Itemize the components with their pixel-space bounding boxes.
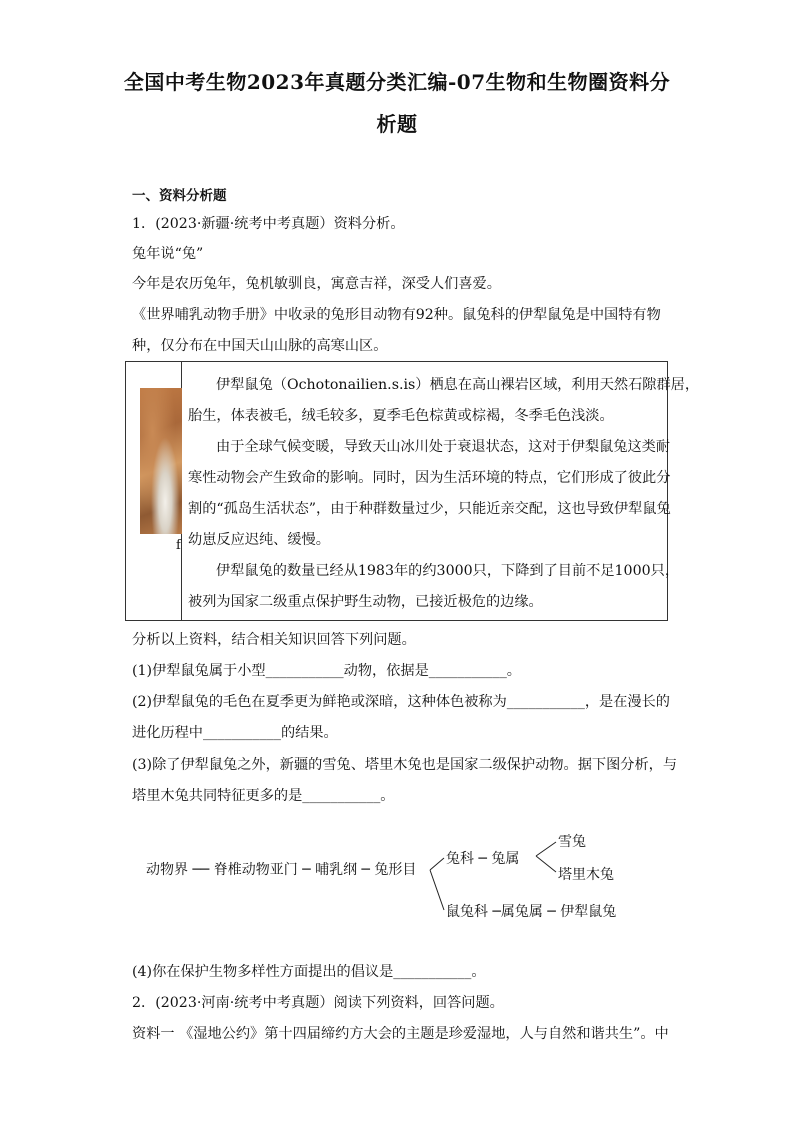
pika-photo (140, 388, 182, 534)
box-paragraph-2-cont-3: 幼崽反应迟纯、缓慢。 (188, 532, 330, 548)
sub-question-1: (1)伊犁鼠兔属于小型___________动物，依据是___________。 (132, 663, 521, 679)
box-paragraph-3-cont: 被列为国家二级重点保护野生动物，已接近极危的边缘。 (188, 594, 543, 610)
taxonomy-rabbit-family: 兔科 ─ 兔属 (446, 851, 520, 867)
box-paragraph-2-cont-2: 割的“孤岛生活状态”，由于种群数量过少，只能近亲交配，这也导致伊犁鼠兔 (188, 501, 671, 517)
question-1-header: 1．(2023·新疆·统考中考真题）资料分析。 (132, 216, 405, 232)
question-1-intro-2: 《世界哺乳动物手册》中收录的兔形目动物有92种。鼠兔科的伊犁鼠兔是中国特有物 (132, 307, 661, 323)
photo-caption-fragment: f (176, 538, 181, 553)
taxonomy-root-chain: 动物界 ── 脊椎动物亚门 ─ 哺乳纲 ─ 兔形目 (146, 862, 417, 878)
box-paragraph-1-cont: 胎生，体表被毛，绒毛较多，夏季毛色棕黄或棕褐，冬季毛色浅淡。 (188, 408, 614, 424)
sub-question-2: (2)伊犁鼠兔的毛色在夏季更为鲜艳或深暗，这种体色被称为___________，是在漫长的 (132, 694, 670, 710)
sub-question-3-cont: 塔里木兔共同特征更多的是___________。 (132, 788, 395, 804)
question-1-prompt: 分析以上资料，结合相关知识回答下列问题。 (132, 632, 416, 648)
box-paragraph-3: 伊犁鼠兔的数量已经从1983年的约3000只，下降到了目前不足1000只， (216, 563, 680, 579)
material-box (125, 361, 671, 621)
sub-question-2-cont: 进化历程中___________的结果。 (132, 725, 338, 741)
question-1-subtitle: 兔年说“兔” (132, 246, 204, 262)
taxonomy-diagram (140, 828, 660, 928)
taxonomy-pika-family: 鼠兔科 ─属兔属 ─ 伊犁鼠兔 (446, 904, 617, 920)
box-paragraph-2: 由于全球气候变暖，导致天山冰川处于衰退状态，这对于伊梨鼠兔这类耐 (216, 439, 671, 455)
question-2-material-1: 资料一 《湿地公约》第十四届缔约方大会的主题是珍爱湿地，人与自然和谐共生”。中 (132, 1026, 669, 1042)
document-title: 全国中考生物2023年真题分类汇编-07生物和生物圈资料分 (123, 70, 671, 94)
taxonomy-snow-hare: 雪兔 (558, 834, 586, 850)
box-paragraph-2-cont-1: 寒性动物会产生致命的影响。同时，因为生活环境的特点，它们形成了彼此分 (188, 470, 671, 486)
taxonomy-tarim-hare: 塔里木兔 (558, 867, 614, 883)
sub-question-3: (3)除了伊犁鼠兔之外，新疆的雪兔、塔里木兔也是国家二级保护动物。据下图分析，与 (132, 757, 678, 773)
question-1-intro: 今年是农历兔年，兔机敏驯良，寓意吉祥，深受人们喜爱。 (132, 276, 501, 292)
document-title-continued: 析题 (376, 112, 418, 136)
question-2-header: 2．(2023·河南·统考中考真题）阅读下列资料，回答问题。 (132, 995, 504, 1011)
sub-question-4: (4)你在保护生物多样性方面提出的倡议是___________。 (132, 964, 486, 980)
question-1-intro-3: 种，仅分布在中国天山山脉的高寒山区。 (132, 338, 388, 354)
box-paragraph-1: 伊犁鼠兔（Ochotonailien.s.is）栖息在高山裸岩区域，利用天然石隙群居， (216, 377, 700, 393)
section-heading: 一、资料分析题 (132, 188, 227, 204)
